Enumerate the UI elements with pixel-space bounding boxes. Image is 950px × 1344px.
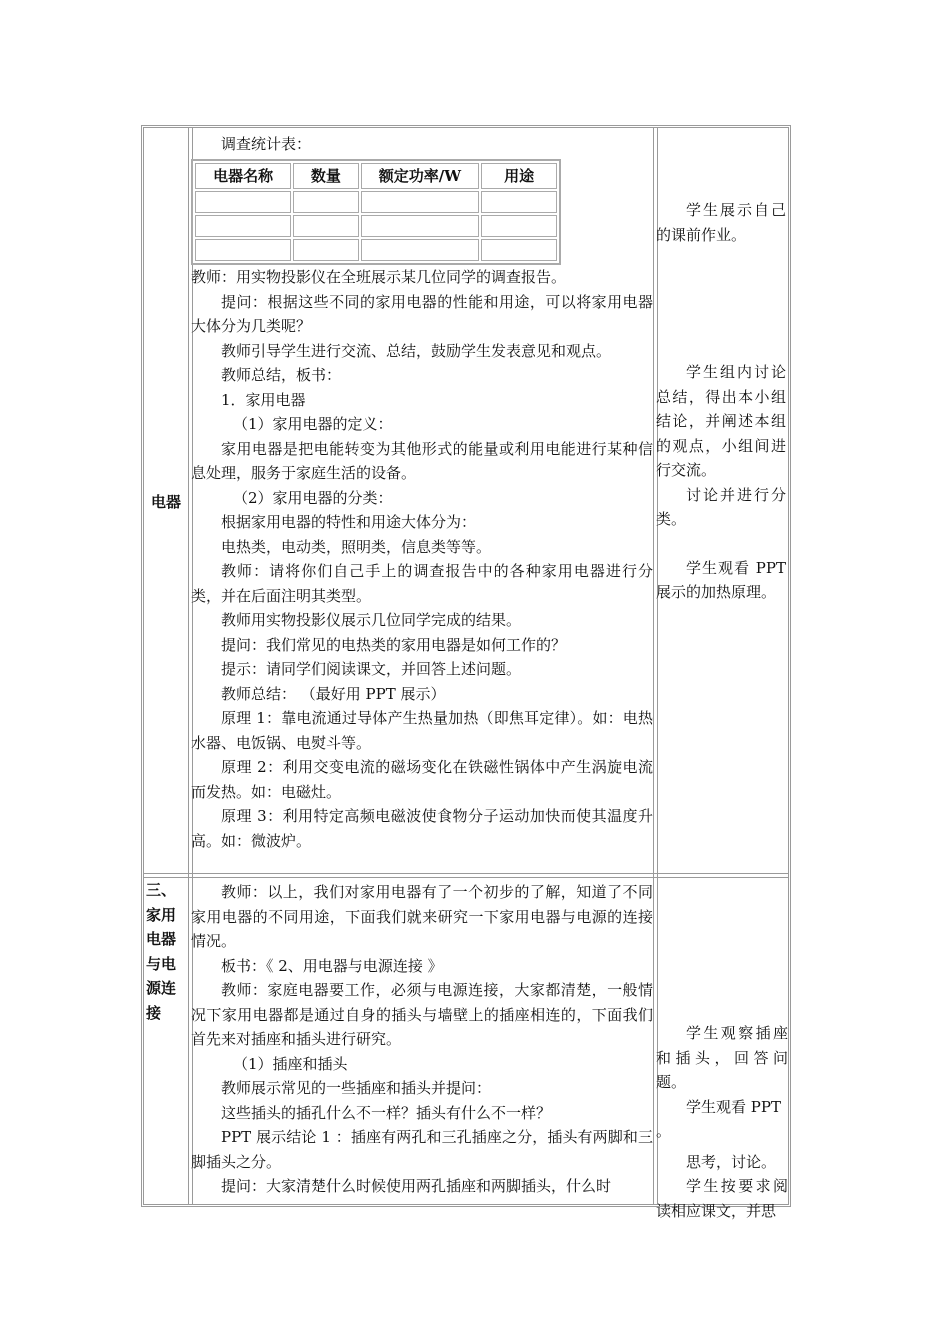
paragraph: 教师：请将你们自己手上的调查报告中的各种家用电器进行分类，并在后面注明其类型。 (191, 562, 653, 605)
paragraph: 教师用实物投影仪展示几位同学完成的结果。 (221, 611, 522, 629)
table-row (195, 191, 557, 213)
paragraph: PPT 展示结论 1 ：插座有两孔和三孔插座之分，插头有两脚和三脚插头之分。 (191, 1128, 653, 1171)
paragraph: 家用电器是把电能转变为其他形式的能量或利用电能进行某种信息处理，服务于家庭生活的设备。 (191, 439, 653, 482)
paragraph: 学生按要求阅读相应课文，并思 (656, 1177, 788, 1220)
paragraph: 提示：请同学们阅读课文，并回答上述问题。 (221, 660, 522, 678)
student-activity-1 (656, 198, 786, 605)
paragraph: 学生观察插座和插头，回答问题。 (656, 1024, 788, 1091)
table-row (195, 239, 557, 261)
teaching-content-1 (191, 132, 653, 853)
subheading-classification: （2）家用电器的分类： (233, 488, 393, 507)
paragraph: 教师展示常见的一些插座和插头并提问： (221, 1079, 492, 1097)
board-writing: 板书：《 2、用电器与电源连接 》 (221, 956, 443, 975)
survey-title: 调查统计表： (221, 135, 312, 153)
column-divider (653, 128, 654, 1204)
paragraph: 学生观看 PPT 展示的加热原理。 (656, 558, 786, 601)
teaching-content-2 (191, 880, 653, 1199)
column-divider (188, 128, 189, 1204)
paragraph: 提问：根据这些不同的家用电器的性能和用途，可以将家用电器大体分为几类呢？ (191, 292, 653, 335)
heading-household-appliances: 1．家用电器 (221, 390, 306, 409)
paragraph: 。 (656, 1122, 672, 1140)
paragraph: 讨论并进行分类。 (656, 485, 786, 528)
survey-table (191, 159, 561, 266)
paragraph: 教师总结： （最好用 PPT 展示） (221, 684, 446, 703)
paragraph: 教师总结，板书： (221, 366, 342, 384)
paragraph: 根据家用电器的特性和用途大体分为： (221, 513, 477, 531)
paragraph: 电热类，电动类，照明类，信息类等等。 (221, 537, 492, 556)
student-activity-2 (656, 1021, 788, 1223)
paragraph: 提问：大家清楚什么时候使用两孔插座和两脚插头，什么时 (221, 1177, 612, 1195)
subheading-definition: （1）家用电器的定义： (233, 415, 393, 433)
paragraph: 教师：用实物投影仪在全班展示某几位同学的调查报告。 (191, 268, 567, 286)
paragraph: 思考，讨论。 (686, 1152, 777, 1171)
paragraph: 学生组内讨论总结，得出本小组结论，并阐述本组的观点，小组间进行交流。 (656, 363, 786, 479)
principle-3: 原理 3：利用特定高频电磁波使食物分子运动加快而使其温度升高。如：微波炉。 (191, 807, 653, 850)
header-quantity: 数量 (293, 163, 358, 190)
paragraph: 提问：我们常见的电热类的家用电器是如何工作的？ (221, 635, 567, 654)
paragraph: 教师：家庭电器要工作，必须与电源连接，大家都清楚，一般情况下家用电器都是通过自身的插头与墙壁上的插座相连的，下面我们首先来对插座和插头进行研究。 (191, 981, 653, 1048)
principle-2: 原理 2：利用交变电流的磁场变化在铁磁性锅体中产生涡旋电流而发热。如：电磁灶。 (191, 758, 653, 801)
paragraph: 教师：以上，我们对家用电器有了一个初步的了解，知道了不同家用电器的不同用途，下面我们就来研究一下家用电器与电源的连接情况。 (191, 883, 653, 950)
subheading-socket-plug: （1）插座和插头 (233, 1054, 348, 1073)
row-divider (144, 873, 788, 878)
header-usage: 用途 (481, 163, 557, 190)
header-appliance-name: 电器名称 (195, 163, 291, 190)
header-rated-power: 额定功率/W (361, 163, 480, 190)
stage-label-appliance-power-connection: 三、家用电器与电源连接 (146, 881, 177, 1022)
paragraph: 这些插头的插孔什么不一样？插头有什么不一样？ (221, 1103, 552, 1122)
table-row (195, 215, 557, 237)
table-row (195, 163, 557, 190)
paragraph: 教师引导学生进行交流、总结，鼓励学生发表意见和观点。 (221, 341, 612, 360)
lesson-plan-table (141, 125, 791, 1220)
paragraph: 学生展示自己的课前作业。 (656, 201, 786, 244)
stage-label-electrical: 电器 (150, 493, 181, 511)
principle-1: 原理 1：靠电流通过导体产生热量加热（即焦耳定律）。如：电热水器、电饭锅、电熨斗等。 (191, 709, 653, 752)
paragraph: 学生观看 PPT (686, 1097, 781, 1116)
